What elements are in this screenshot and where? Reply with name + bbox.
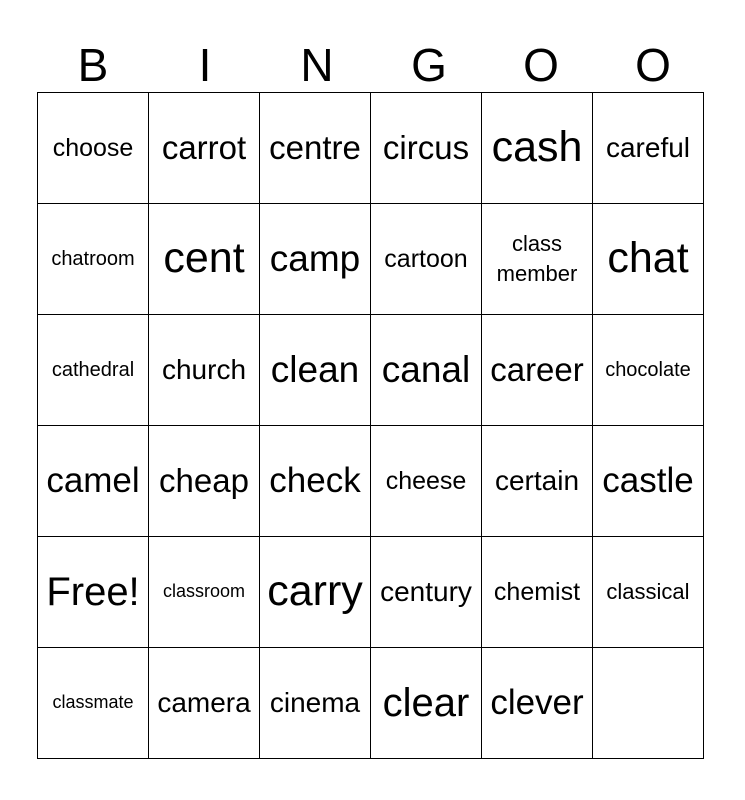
- bingo-cell[interactable]: [593, 315, 704, 426]
- cell-word: class member: [496, 231, 578, 286]
- cell-word: cathedral: [51, 359, 135, 381]
- bingo-cell[interactable]: [593, 426, 704, 537]
- bingo-cell[interactable]: [593, 204, 704, 315]
- cell-word: classmate: [52, 692, 134, 713]
- cell-word: camp: [269, 237, 361, 279]
- header-letter-g: G: [411, 39, 447, 91]
- cell-word: clean: [270, 348, 360, 390]
- cell-word: chemist: [493, 578, 581, 606]
- bingo-cell[interactable]: [149, 93, 260, 204]
- bingo-cell-free[interactable]: [38, 537, 149, 648]
- cell-word: certain: [494, 465, 580, 497]
- cell-word: cinema: [269, 687, 361, 719]
- bingo-cell[interactable]: [593, 537, 704, 648]
- bingo-cell[interactable]: [260, 537, 371, 648]
- bingo-cell[interactable]: [260, 93, 371, 204]
- cell-word: cash: [491, 123, 583, 172]
- bingo-cell[interactable]: [371, 204, 482, 315]
- bingo-header: [37, 38, 709, 92]
- bingo-board: [37, 92, 704, 759]
- bingo-cell[interactable]: [149, 537, 260, 648]
- bingo-cell[interactable]: [38, 426, 149, 537]
- cell-word: camel: [46, 461, 140, 500]
- header-letter-i: I: [198, 39, 212, 91]
- bingo-cell[interactable]: [371, 315, 482, 426]
- cell-word: circus: [382, 129, 470, 167]
- bingo-cell[interactable]: [260, 648, 371, 759]
- header-letter-b: B: [77, 39, 109, 91]
- cell-word: chocolate: [605, 359, 691, 381]
- bingo-cell[interactable]: [482, 204, 593, 315]
- cell-word: cheap: [159, 462, 249, 500]
- cell-word: castle: [602, 461, 694, 500]
- cell-word: camera: [157, 687, 251, 719]
- bingo-cell[interactable]: [482, 648, 593, 759]
- cell-word: career: [490, 351, 584, 389]
- cell-word: clear: [382, 681, 470, 725]
- bingo-cell[interactable]: [593, 93, 704, 204]
- cell-word: cheese: [385, 467, 467, 495]
- bingo-cell[interactable]: [260, 315, 371, 426]
- bingo-cell[interactable]: [38, 315, 149, 426]
- bingo-cell[interactable]: [482, 537, 593, 648]
- cell-word: century: [380, 576, 472, 608]
- cell-word: careful: [605, 132, 691, 164]
- bingo-cell[interactable]: [149, 648, 260, 759]
- bingo-cell[interactable]: [260, 426, 371, 537]
- cell-word: classical: [606, 578, 690, 604]
- cell-word: centre: [269, 129, 361, 167]
- cell-word: church: [161, 354, 247, 386]
- bingo-cell[interactable]: [482, 315, 593, 426]
- header-letter-o-2: O: [635, 39, 671, 91]
- bingo-cell[interactable]: [371, 537, 482, 648]
- bingo-cell[interactable]: [371, 648, 482, 759]
- bingo-cell[interactable]: [371, 93, 482, 204]
- bingo-cell[interactable]: [149, 426, 260, 537]
- bingo-cell[interactable]: [371, 426, 482, 537]
- cell-word: clever: [490, 683, 584, 722]
- cell-word: check: [269, 461, 361, 500]
- cell-word: chatroom: [51, 248, 135, 270]
- cell-word: canal: [381, 348, 471, 390]
- bingo-cell[interactable]: [482, 93, 593, 204]
- cell-word: chat: [607, 234, 689, 283]
- bingo-cell[interactable]: [38, 648, 149, 759]
- header-letter-o: O: [523, 39, 559, 91]
- cell-word: cent: [163, 234, 245, 283]
- bingo-cell[interactable]: [149, 315, 260, 426]
- cell-word: choose: [52, 134, 134, 162]
- cell-word: carrot: [161, 129, 247, 167]
- bingo-cell[interactable]: [149, 204, 260, 315]
- bingo-cell[interactable]: [482, 426, 593, 537]
- bingo-cell-empty[interactable]: [593, 648, 704, 759]
- cell-word: carry: [267, 567, 363, 616]
- cell-word: cartoon: [384, 245, 468, 273]
- header-letter-n: N: [300, 39, 334, 91]
- bingo-cell[interactable]: [38, 204, 149, 315]
- cell-word: classroom: [162, 581, 246, 602]
- bingo-cell[interactable]: [38, 93, 149, 204]
- cell-word: Free!: [46, 570, 140, 614]
- bingo-cell[interactable]: [260, 204, 371, 315]
